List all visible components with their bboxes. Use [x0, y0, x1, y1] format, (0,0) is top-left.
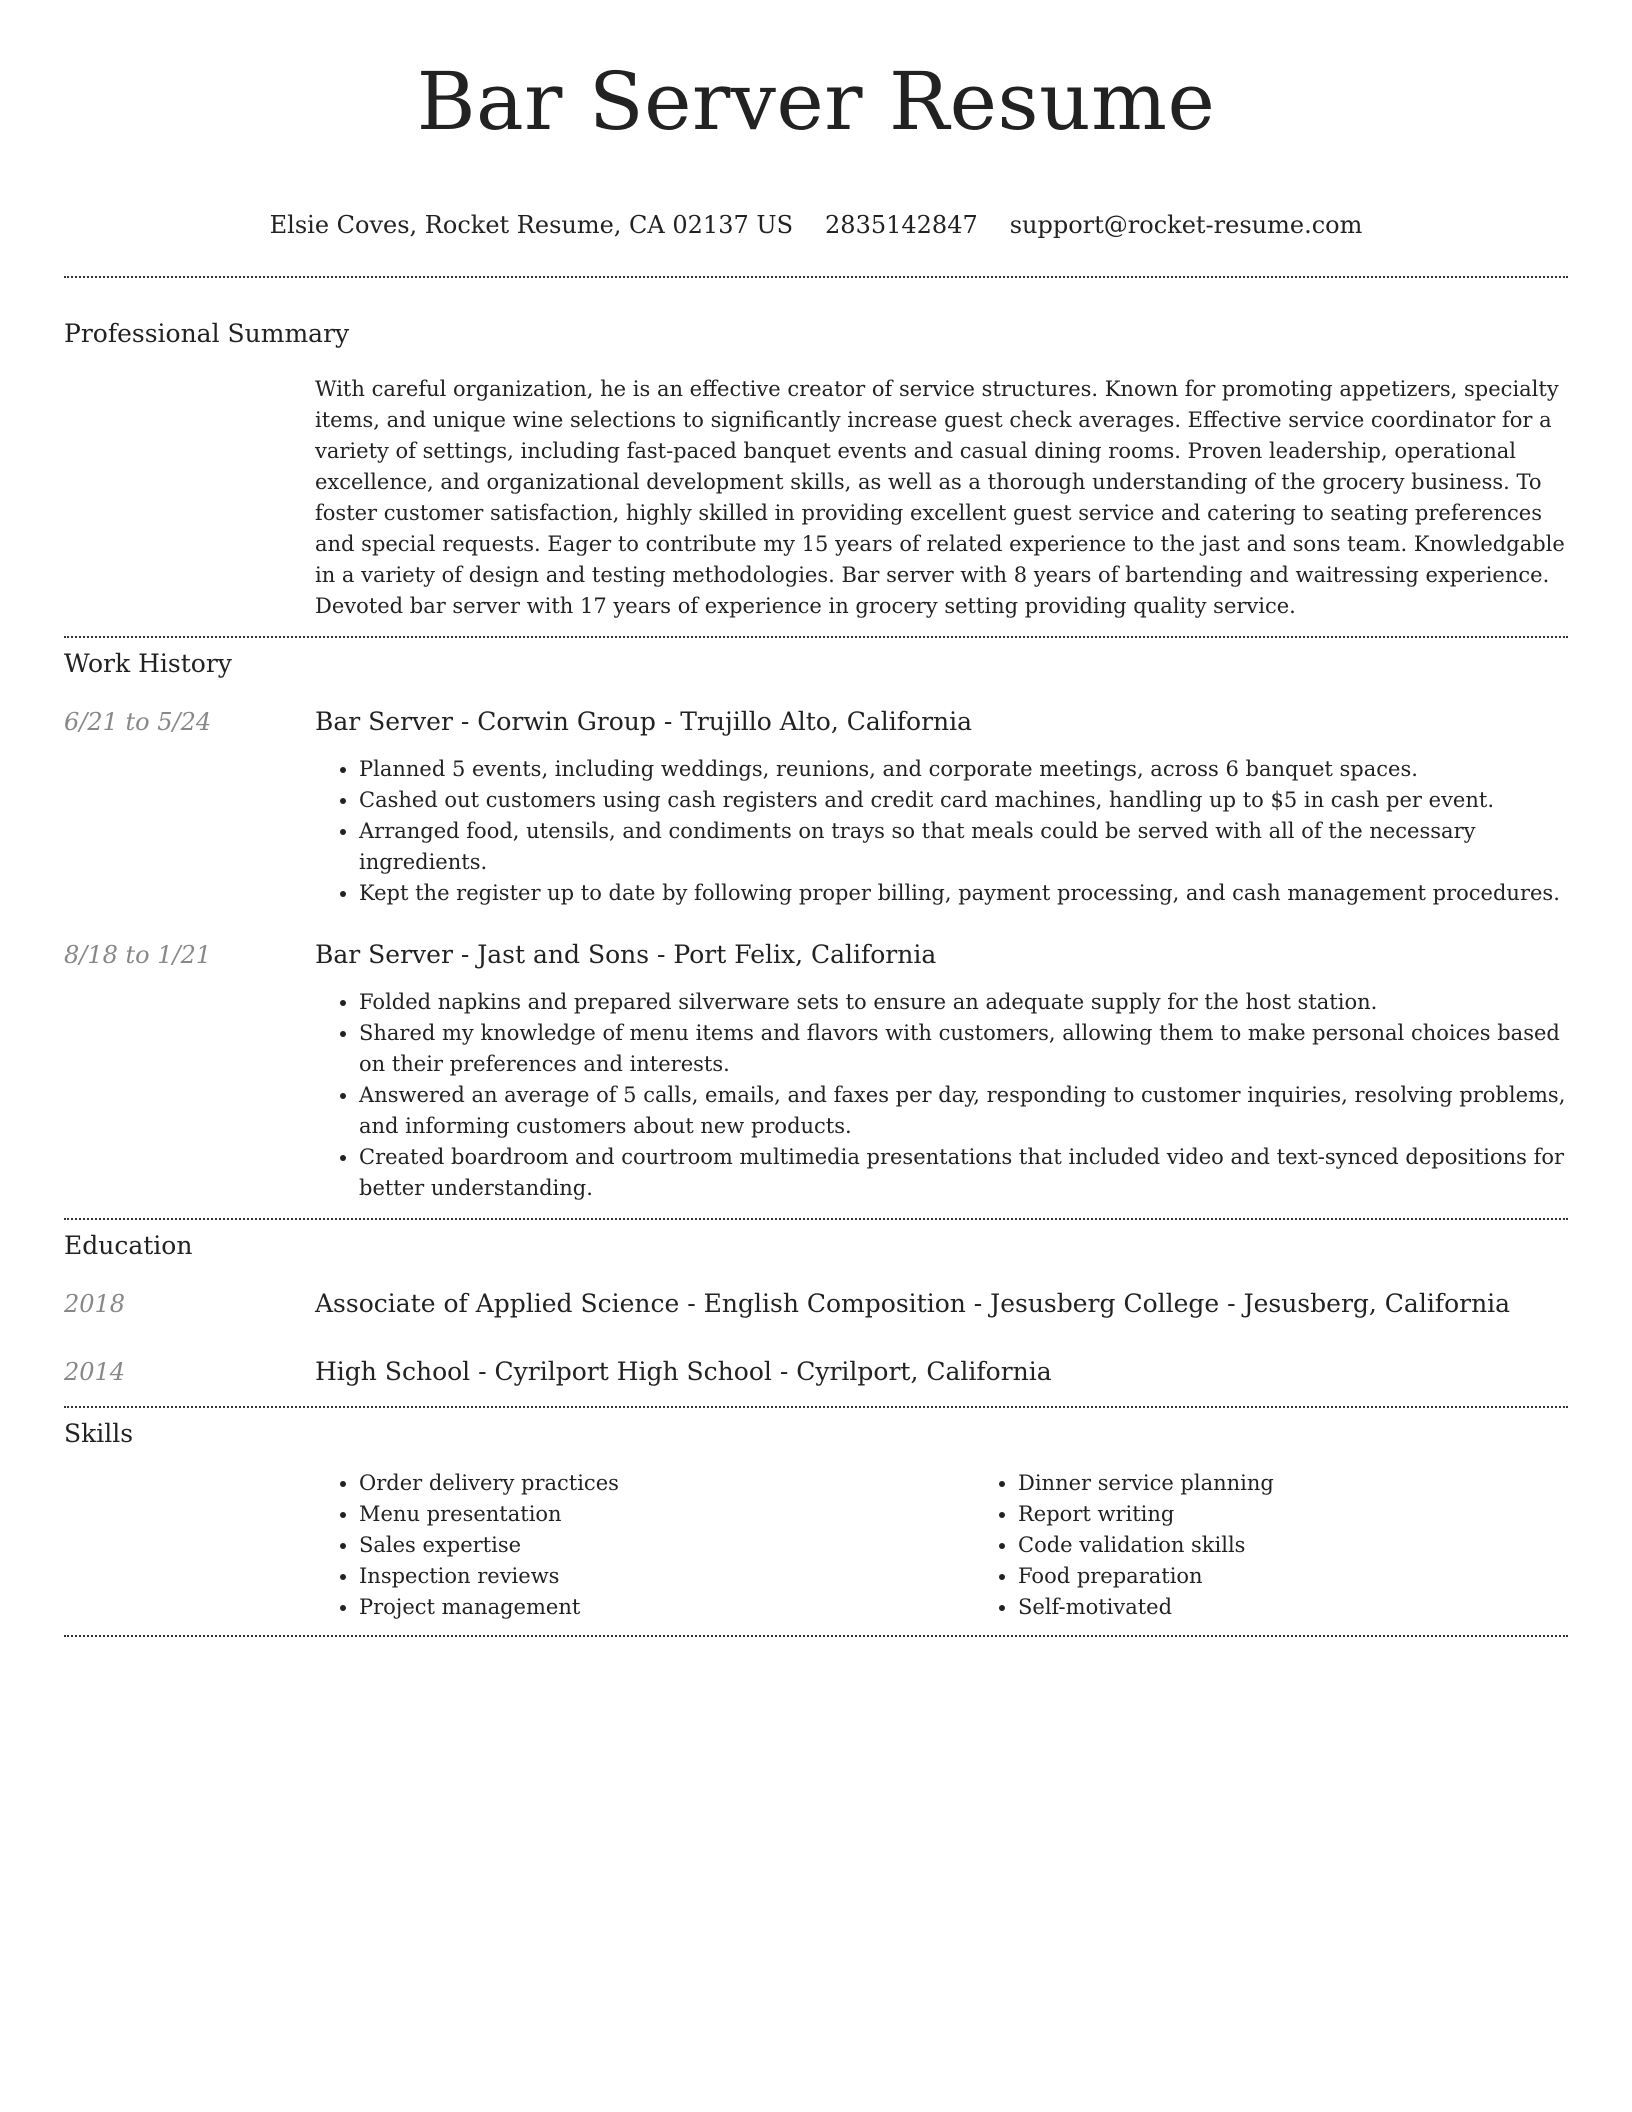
section-heading-skills: Skills [64, 1419, 134, 1448]
skill-item: • Project management [359, 1592, 974, 1623]
list-item: • Kept the register up to date by following proper billing, payment processing, and cash management procedures. [359, 878, 1568, 909]
job-dates: 8/18 to 1/21 [64, 941, 212, 969]
list-item: • Folded napkins and prepared silverware sets to ensure an adequate supply for the host station. [359, 987, 1568, 1018]
divider [64, 1218, 1568, 1220]
skill-item: • Menu presentation [359, 1499, 974, 1530]
job-bullets [315, 754, 1568, 909]
section-heading-education: Education [64, 1231, 193, 1260]
skill-item: • Food preparation [1018, 1561, 1632, 1592]
skills-list-left [315, 1468, 974, 1623]
education-entry [64, 1288, 1568, 1320]
education-year: 2014 [64, 1358, 126, 1386]
list-item: • Created boardroom and courtroom multimedia presentations that included video and text-synced depositions for better understanding. [359, 1142, 1568, 1204]
job-title: Bar Server - Jast and Sons - Port Felix, California [315, 940, 937, 969]
summary-text: With careful organization, he is an effective creator of service structures. Known for promoting appetizers, specialty items, and unique wine selections to significantly increase guest check averages. Effective service coordinator for a variety of settings, including fast-paced banquet events and casual dining rooms. Proven leadership, operational excellence, and organizational development skills, as well as a thorough understanding of the grocery business. To foster customer satisfaction, highly skilled in providing excellent guest service and catering to seating preferences and special requests. Eager to contribute my 15 years of related experience to the jast and sons team. Knowledgable in a variety of design and testing methodologies. Bar server with 8 years of bartending and waitressing experience. Devoted bar server with 17 years of experience in grocery setting providing quality service. [315, 377, 1565, 618]
job-title: Bar Server - Corwin Group - Trujillo Alto, California [315, 707, 973, 736]
divider [64, 276, 1568, 278]
contact-address: Elsie Coves, Rocket Resume, CA 02137 US [269, 211, 794, 239]
job-dates: 6/21 to 5/24 [64, 708, 212, 736]
summary-section [64, 374, 1568, 622]
skills-list-right [974, 1468, 1632, 1623]
skill-item: • Report writing [1018, 1499, 1632, 1530]
list-item: • Cashed out customers using cash registers and credit card machines, handling up to $5 in cash per event. [359, 785, 1568, 816]
divider [64, 1635, 1568, 1637]
skills-section [64, 1468, 1568, 1623]
skill-item: • Self-motivated [1018, 1592, 1632, 1623]
list-item: • Planned 5 events, including weddings, reunions, and corporate meetings, across 6 banquet spaces. [359, 754, 1568, 785]
divider [64, 636, 1568, 638]
contact-email: support@rocket-resume.com [1009, 211, 1363, 239]
list-item: • Arranged food, utensils, and condiments on trays so that meals could be served with all of the necessary ingredients. [359, 816, 1568, 878]
skill-item: • Inspection reviews [359, 1561, 974, 1592]
divider [64, 1406, 1568, 1408]
resume-title: Bar Server Resume [416, 55, 1216, 148]
section-heading-summary: Professional Summary [64, 319, 350, 348]
job-entry [64, 706, 1568, 909]
section-heading-work: Work History [64, 649, 232, 678]
job-entry [64, 939, 1568, 1204]
education-text: High School - Cyrilport High School - Cyrilport, California [315, 1357, 1052, 1386]
skill-item: • Order delivery practices [359, 1468, 974, 1499]
education-entry [64, 1356, 1568, 1388]
education-text: Associate of Applied Science - English Composition - Jesusberg College - Jesusberg, California [315, 1289, 1511, 1318]
list-item: • Answered an average of 5 calls, emails, and faxes per day, responding to customer inquiries, resolving problems, and informing customers about new products. [359, 1080, 1568, 1142]
contact-phone: 2835142847 [825, 211, 978, 239]
contact-line [64, 210, 1568, 240]
skill-item: • Dinner service planning [1018, 1468, 1632, 1499]
education-year: 2018 [64, 1290, 126, 1318]
skill-item: • Code validation skills [1018, 1530, 1632, 1561]
job-bullets [315, 987, 1568, 1204]
list-item: • Shared my knowledge of menu items and flavors with customers, allowing them to make personal choices based on their preferences and interests. [359, 1018, 1568, 1080]
skill-item: • Sales expertise [359, 1530, 974, 1561]
